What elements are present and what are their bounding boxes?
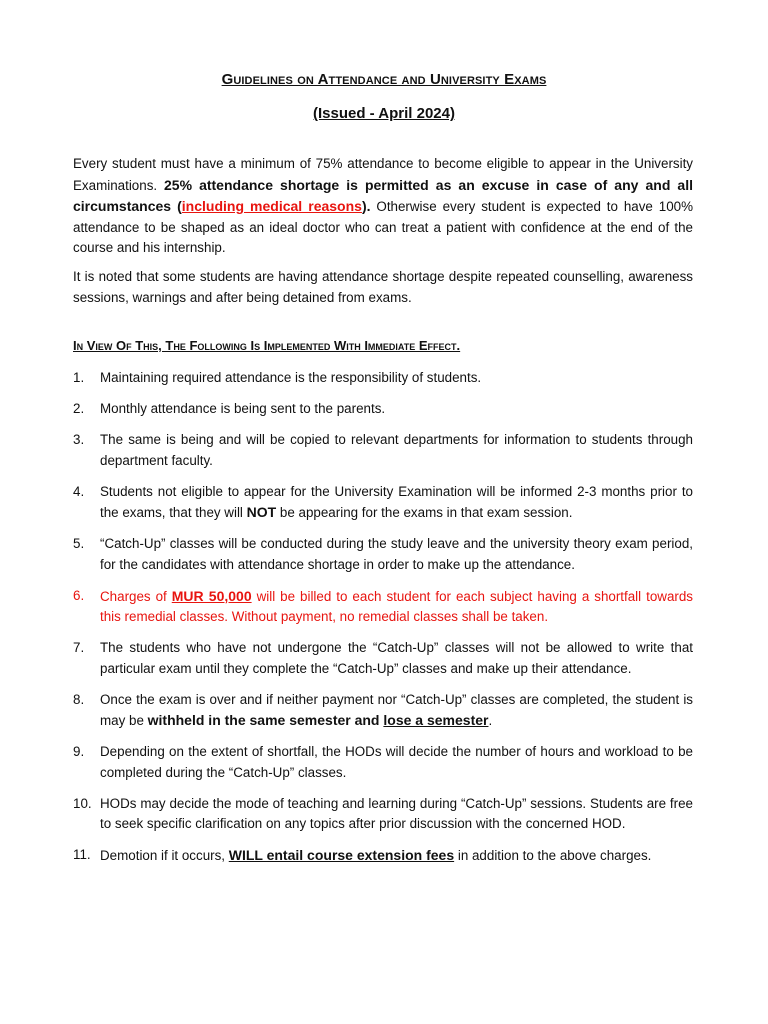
item4-part-c: be appearing for the exams in that exam session. [276,505,573,520]
list-item-number: 4. [73,483,85,499]
list-item [73,794,693,835]
list-item-text: Depending on the extent of shortfall, the HODs will decide the number of hours and workload to be completed during the “Catch-Up” classes. [100,744,693,780]
rules-list [73,368,693,877]
list-item-text [100,690,693,732]
item8-withheld: withheld in the same semester and [147,712,384,728]
item6-charge-amount: MUR 50,000 [171,587,252,604]
list-item [73,742,693,783]
list-item-text: “Catch-Up” classes will be conducted during the study leave and the university theory exam period, for the candidates with attendance shortage in order to make up the attendance. [100,536,693,572]
list-item [73,638,693,679]
item11-part-c: in addition to the above charges. [454,848,652,863]
item4-not-emphasis: NOT [246,504,277,520]
intro-p1-medical-reasons: including medical reasons [181,198,362,214]
list-item [73,399,693,420]
document-subtitle: (Issued - April 2024) [313,105,455,122]
item8-lose-semester: lose a semester [383,712,489,728]
list-item-number: 1. [73,370,85,385]
item11-part-a: Demotion if it occurs, [100,848,229,863]
list-item [73,690,693,732]
list-item-number: 7. [73,640,85,655]
item6-part-c: will be billed to each student for each subject having a shortfall towards this remedial classes. Without payment, no remedial classes shall be taken. [100,588,693,624]
list-item-number: 11. [73,847,91,862]
list-item-text: HODs may decide the mode of teaching and learning during “Catch-Up” sessions. Students are free to seek specific clarification on any topics after prior discussion with the concerned HOD. [100,795,693,831]
list-item [73,534,693,575]
list-item-text [100,845,693,867]
list-item-text: Monthly attendance is being sent to the parents. [100,401,386,416]
list-item [73,482,693,524]
section-heading: In View Of This, The Following Is Implemented With Immediate Effect. [73,338,461,353]
intro-p1-part-e: Otherwise every student is expected to have 100% attendance to be shaped as an ideal doctor who can treat a patient with confidence at the end of the course and his internship. [73,199,694,255]
list-item-number: 9. [73,744,85,759]
list-item-text [100,586,693,628]
list-item [73,368,693,389]
list-item-number: 3. [73,432,85,447]
intro-paragraph-1 [73,154,693,259]
list-item-number: 10. [73,795,92,811]
item6-part-a: Charges of [100,588,172,604]
list-item-number: 2. [73,401,85,416]
list-item-number: 6. [73,587,85,603]
list-item-text: Maintaining required attendance is the responsibility of students. [100,370,482,385]
list-item-text: The students who have not undergone the “Catch-Up” classes will not be allowed to write that particular exam until they complete the “Catch-Up” classes and make up their attendance. [100,640,693,676]
list-item-text: The same is being and will be copied to relevant departments for information to students through department faculty. [100,432,693,468]
list-item [73,845,693,867]
document-title [0,71,768,88]
intro-p1-part-b: 25% attendance shortage is permitted as an excuse in case of any and all circumstances ( [73,176,694,214]
intro-p1-part-d: ). [361,198,371,214]
intro-p1-part-a: Every student must have a minimum of 75% attendance to become eligible to appear in the University Examinations. [73,156,693,193]
item11-extension-fees: WILL entail course extension fees [228,847,455,863]
list-item-charges [73,586,693,628]
list-item-number: 8. [73,691,85,707]
list-item-text [100,482,693,524]
item8-part-a: Once the exam is over and if neither payment nor “Catch-Up” classes are completed, the student is may be [100,691,693,728]
intro-paragraph-2: It is noted that some students are having attendance shortage despite repeated counselling, awareness sessions, warnings and after being detained from exams. [73,269,693,305]
list-item [73,430,693,471]
item4-part-a: Students not eligible to appear for the University Examination will be informed 2-3 months prior to the exams, that they will [100,483,693,520]
item8-part-d: . [488,713,493,728]
document-title-text: Guidelines on Attendance and University Exams [221,71,547,88]
list-item-number: 5. [73,536,85,551]
